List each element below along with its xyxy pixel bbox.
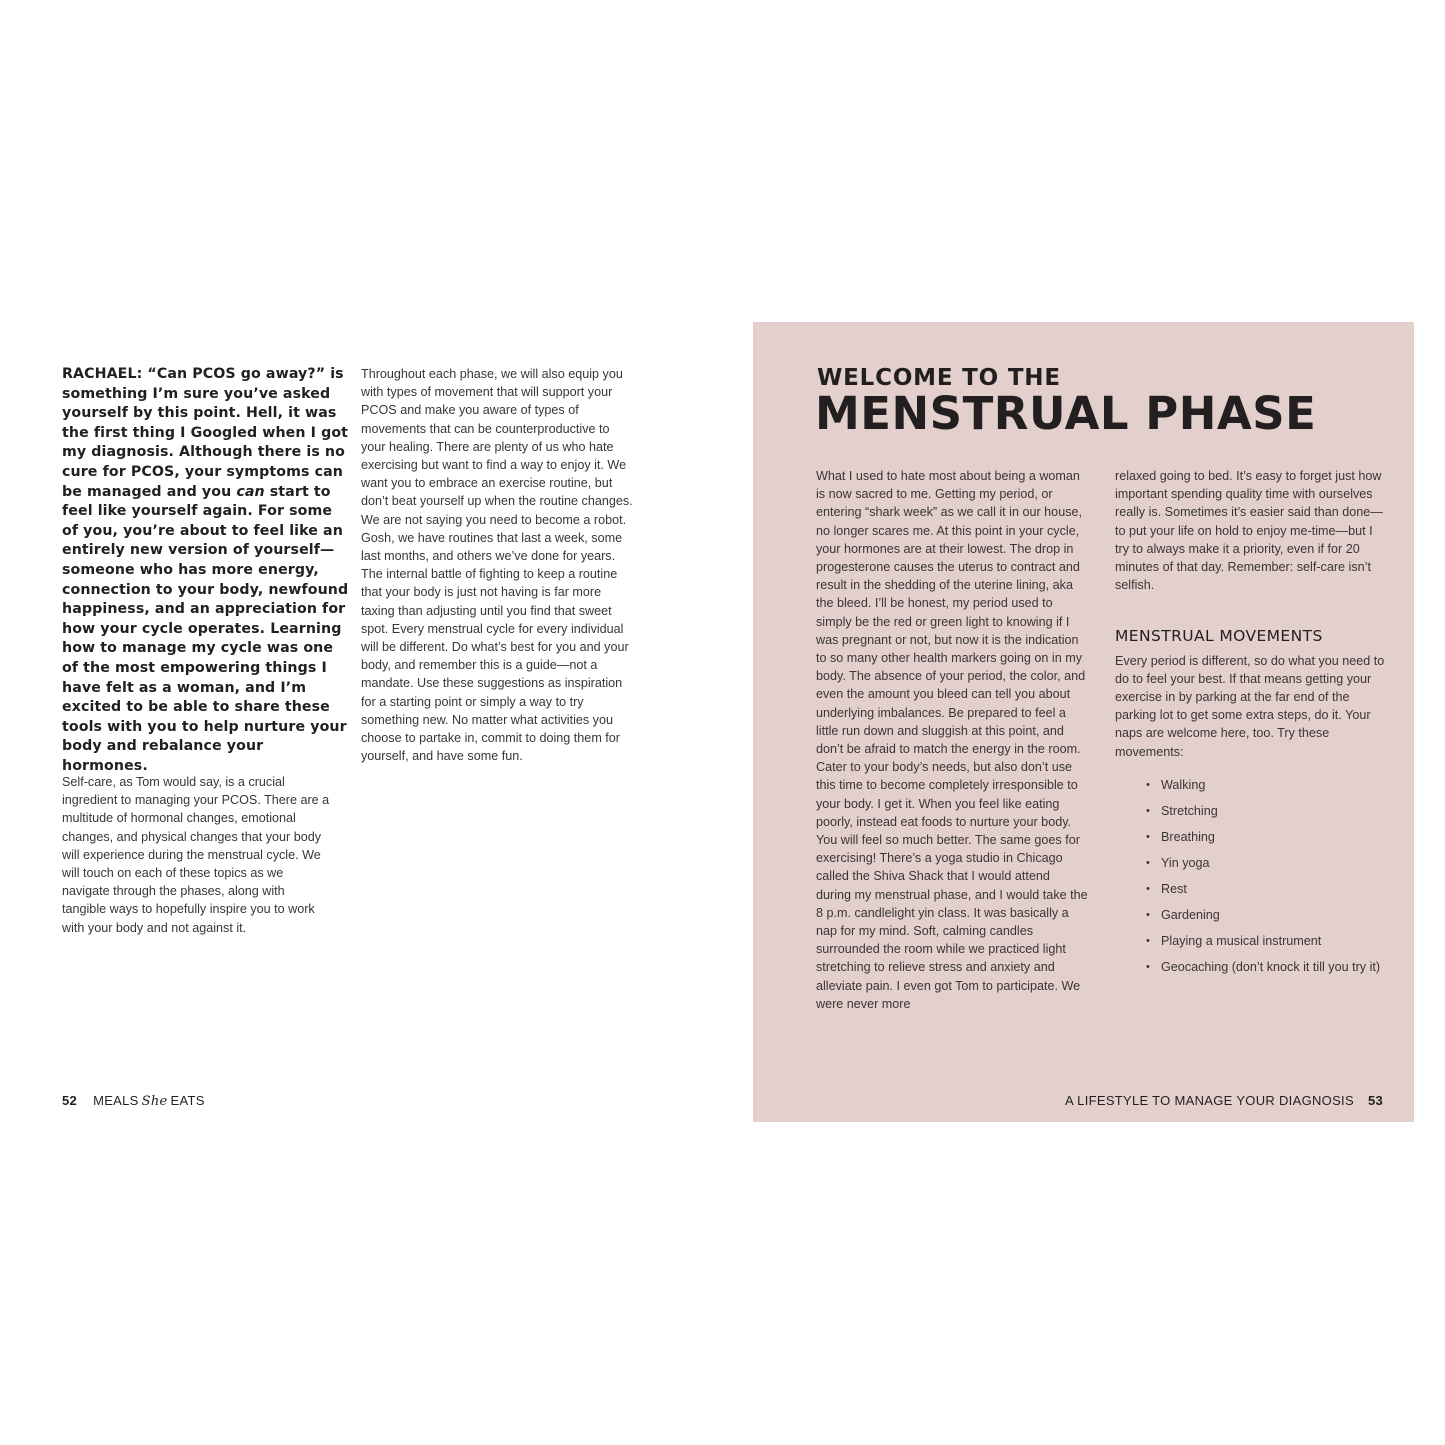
lead-emphasis: can [236,483,265,500]
movement-paragraph: Throughout each phase, we will also equip you with types of movement that will support your PCOS and make you aware of types of movements that can be counterproductive to your healing. There are plenty of us who hate exercising but want to find a way to enjoy it. We want you to embrace an exercise routine, but don’t beat yourself up when the routine changes. We are not saying you need to become a robot. Gosh, we have routines that last a week, some last months, and others we’ve done for years. The internal battle of fighting to keep a routine that your body is just not having is far more taxing than adjusting until you find that sweet spot. Every menstrual cycle for every individual will be different. Do what’s best for you and your body, and remember this is a guide—not a mandate. Use these suggestions as inspiration for a starting point or simply a way to try something new. No matter what activities you choose to partake in, commit to doing them for yourself, and have some fun. [361,367,633,764]
left-body-column [62,773,332,937]
intro-lead-paragraph [62,365,352,776]
right-column-one [816,467,1088,1013]
middle-body-column [361,365,633,765]
right-folio [1065,1093,1383,1108]
movements-subheading: MENSTRUAL MOVEMENTS [1115,627,1323,646]
bullet-icon: • [1146,934,1150,947]
list-item: • Walking [1115,776,1385,794]
lead-rest-text: start to feel like yourself again. For some of you, you’re about to feel like an entirely new version of yourself—someone who has more energy, connection to your body, newfound happiness, and an appreciation for how your cycle operates. Learning how to manage my cycle was one of the most empowering things I have felt as a woman, and I’m excited to be able to share these tools with you to help nurture your body and rebalance your hormones. [62,483,349,774]
self-care-paragraph: Self-care, as Tom would say, is a crucial ingredient to managing your PCOS. There are a multitude of hormonal changes, emotional changes, and physical changes that your body will experience during the menstrual cycle. We will touch on each of these topics as we navigate through the phases, along with tangible ways to hopefully inspire you to work with your body and not against it. [62,775,330,935]
list-item: • Stretching [1115,802,1385,820]
bullet-icon: • [1146,856,1150,869]
list-item: • Gardening [1115,906,1385,924]
movements-intro: Every period is different, so do what you need to do to feel your best. If that means getting your exercise in by parking at the far end of the parking lot to get some extra steps, do it. Your naps are welcome here, too. Try these movements: [1115,653,1385,759]
list-item: • Rest [1115,880,1385,898]
section-title: A LIFESTYLE TO MANAGE YOUR DIAGNOSIS [1065,1093,1354,1108]
bullet-icon: • [1146,778,1150,791]
bullet-icon: • [1146,960,1150,973]
section-kicker: WELCOME TO THE [817,365,1061,391]
right-column-two [1115,467,1385,984]
list-item: • Yin yoga [1115,854,1385,872]
lead-intro-text: RACHAEL: “Can PCOS go away?” is something I’m sure you’ve asked yourself by this point. Hell, it was the first thing I Googled when I got my diagnosis. Although there is no cure for PCOS, your symptoms can be managed and you [62,366,349,500]
bullet-icon: • [1146,830,1150,843]
self-care-continuation: relaxed going to bed. It’s easy to forget just how important spending quality time with ourselves really is. Sometimes it’s easier said than done—to put your life on hold to enjoy me-time—but I try to always make it a priority, even if for 20 minutes of that day. Remember: self-care isn’t selfish. [1115,469,1383,593]
menstrual-phase-paragraph: What I used to hate most about being a woman is now sacred to me. Getting my period, or entering “shark week” as we call it in our house, no longer scares me. At this point in your cycle, your hormones are at their lowest. The drop in progesterone causes the uterus to contract and result in the shedding of the uterine lining, aka the bleed. I’ll be honest, my period used to simply be the red or green light to knowing if I was pregnant or not, but now it is the indication to so many other health markers going on in my body. The absence of your period, the color, and even the amount you bleed can tell you about underlying imbalances. Be prepared to feel a little run down and sluggish at this point, and don’t be afraid to match the energy in the room. Cater to your body’s needs, but also don’t use this time to become completely irresponsible to your body. I get it. When you feel like eating poorly, instead eat foods to nurture your body. You will feel so much better. The same goes for exercising! There’s a yoga studio in Chicago called the Shiva Shack that I would attend during my menstrual phase, and I would take the 8 p.m. candlelight yin class. It was basically a nap for my mind. Soft, calming candles surrounded the room while we practiced light stretching to relieve stress and anxiety and alleviate pain. I even got Tom to participate. We were never more [816,469,1088,1011]
left-page-number: 52 [62,1093,78,1108]
book-title-part1: MEALS [93,1093,139,1108]
bullet-icon: • [1146,804,1150,817]
list-item: • Breathing [1115,828,1385,846]
movements-list [1115,776,1385,976]
left-folio [62,1093,205,1109]
book-title-part2: EATS [170,1093,205,1108]
list-item: • Geocaching (don’t knock it till you try it) [1115,958,1385,976]
right-page-number: 53 [1367,1093,1383,1108]
bullet-icon: • [1146,882,1150,895]
book-title-script: She [141,1094,168,1109]
list-item: • Playing a musical instrument [1115,932,1385,950]
bullet-icon: • [1146,908,1150,921]
section-headline: MENSTRUAL PHASE [815,387,1317,440]
